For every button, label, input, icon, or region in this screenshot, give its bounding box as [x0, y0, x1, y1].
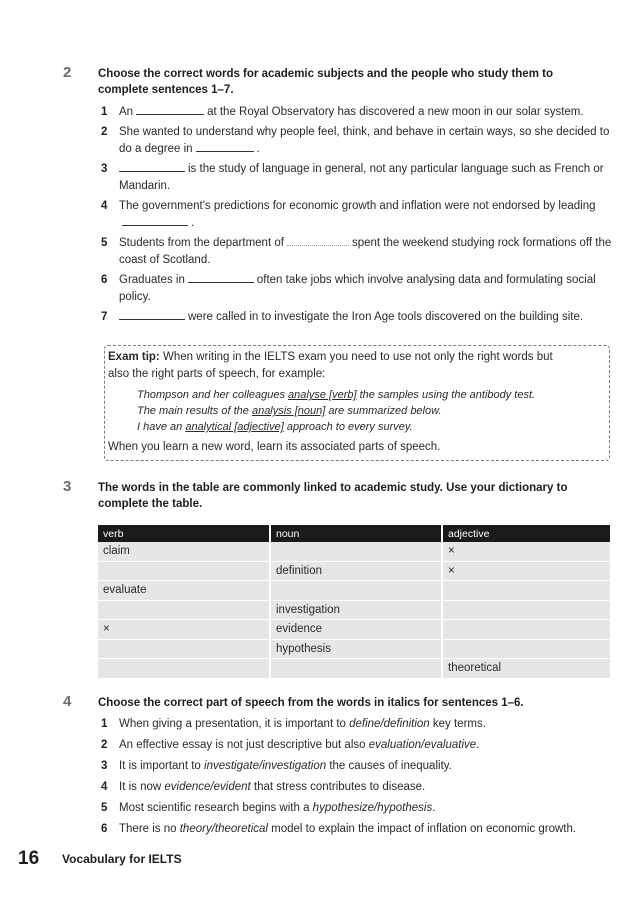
table-cell[interactable]: [442, 581, 610, 601]
ex4-item-5-choice[interactable]: hypothesize/hypothesis: [312, 802, 433, 814]
exam-tip-outro: When you learn a new word, learn its associated parts of speech.: [108, 441, 441, 453]
ex4-item-6-number: 6: [101, 823, 108, 835]
ex2-item-3-text-b: is the study of language in general, not any particular language such as French or Mandarin.: [119, 163, 604, 192]
ex2-item-5: [119, 235, 614, 268]
answer-blank[interactable]: [119, 309, 185, 320]
ex4-item-4-number: 4: [101, 781, 108, 793]
exercise-2-number: 2: [63, 64, 72, 81]
ex4-item-3: [119, 758, 614, 775]
exam-tip-example-1: [137, 389, 535, 401]
ex4-item-1-text-a: When giving a presentation, it is important to: [119, 718, 350, 730]
ex2-item-3: [119, 161, 614, 194]
ex4-item-2-text-a: An effective essay is not just descriptive but also: [119, 739, 369, 751]
example-1-pre: Thompson and her colleagues: [137, 389, 289, 401]
ex2-item-5-text-a: Students from the department of: [119, 237, 284, 249]
ex2-item-4-text-b: .: [191, 216, 195, 229]
table-cell[interactable]: hypothesis: [270, 639, 442, 659]
exercise-3-number: 3: [63, 478, 72, 495]
book-title: Vocabulary for IELTS: [62, 852, 182, 866]
ex4-item-4: [119, 779, 614, 796]
table-cell[interactable]: evidence: [270, 620, 442, 640]
table-cell[interactable]: investigation: [270, 600, 442, 620]
ex4-item-5-text-b: .: [432, 802, 436, 814]
ex4-item-1-number: 1: [101, 718, 108, 730]
ex2-item-2-text-a: She wanted to understand why people feel, think, and behave in certain ways, so she decided to do a degree in: [119, 126, 610, 155]
ex4-item-6: [119, 821, 614, 838]
ex4-item-3-text-b: the causes of inequality.: [326, 760, 452, 772]
exam-tip-label: Exam tip:: [108, 351, 160, 363]
ex2-item-4-number: 4: [101, 200, 108, 212]
table-cell[interactable]: [270, 581, 442, 601]
exam-tip-intro-1: [108, 351, 553, 363]
answer-blank[interactable]: [287, 235, 349, 246]
ex2-item-7-text-b: were called in to investigate the Iron Age tools discovered on the building site.: [188, 311, 584, 323]
table-row: [98, 542, 610, 561]
exercise-2-instruction: Choose the correct words for academic subjects and the people who study them to complete sentences 1–7.: [98, 68, 553, 96]
ex4-item-5: [119, 800, 614, 817]
ex2-item-6: [119, 272, 614, 305]
ex2-item-7-number: 7: [101, 311, 108, 323]
table-cell[interactable]: ×: [442, 542, 610, 561]
exam-tip-example-2: [137, 405, 442, 417]
ex4-item-4-text-a: It is now: [119, 781, 165, 793]
example-3-post: approach to every survey.: [283, 421, 413, 433]
table-cell[interactable]: [98, 639, 270, 659]
table-cell[interactable]: [98, 561, 270, 581]
table-cell[interactable]: ×: [98, 620, 270, 640]
ex2-item-1-text-a: An: [119, 106, 134, 118]
column-header-adjective: adjective: [442, 525, 610, 542]
column-header-noun: noun: [270, 525, 442, 542]
table-row: [98, 659, 610, 679]
table-cell[interactable]: [442, 620, 610, 640]
table-cell[interactable]: evaluate: [98, 581, 270, 601]
table-cell[interactable]: [98, 600, 270, 620]
example-2-post: are summarized below.: [325, 405, 442, 417]
answer-blank[interactable]: [122, 215, 188, 226]
ex2-item-6-number: 6: [101, 274, 108, 286]
ex4-item-4-text-b: that stress contributes to disease.: [250, 781, 426, 793]
exam-tip-intro-1-text: When writing in the IELTS exam you need to use not only the right words but: [162, 351, 553, 363]
table-cell[interactable]: [98, 659, 270, 679]
ex2-item-3-number: 3: [101, 163, 108, 175]
answer-blank[interactable]: [196, 141, 254, 152]
ex4-item-3-number: 3: [101, 760, 108, 772]
exercise-4-instruction: Choose the correct part of speech from the words in italics for sentences 1–6.: [98, 697, 524, 709]
table-cell[interactable]: definition: [270, 561, 442, 581]
ex4-item-3-choice[interactable]: investigate/investigation: [204, 760, 327, 772]
ex4-item-4-choice[interactable]: evidence/evident: [164, 781, 251, 793]
example-3-underlined: analytical [adjective]: [185, 421, 284, 433]
ex2-item-2-text-b: .: [256, 142, 260, 155]
column-header-verb: verb: [98, 525, 270, 542]
exam-tip-example-3: [137, 421, 413, 433]
ex2-item-2-number: 2: [101, 126, 108, 138]
exercise-4-number: 4: [63, 693, 72, 710]
ex2-item-2: [119, 124, 614, 157]
ex4-item-2: [119, 737, 614, 754]
example-2-pre: The main results of the: [137, 405, 252, 417]
exam-tip-intro-2: also the right parts of speech, for example:: [108, 368, 326, 380]
table-row: [98, 620, 610, 640]
table-row: [98, 600, 610, 620]
ex2-item-1: [119, 104, 614, 121]
page-number: 16: [18, 848, 40, 869]
ex2-item-1-number: 1: [101, 106, 108, 118]
example-3-pre: I have an: [137, 421, 186, 433]
ex2-item-6-text-a: Graduates in: [119, 274, 185, 286]
ex2-item-7: [119, 309, 614, 326]
table-header-row: [98, 525, 610, 542]
example-2-underlined: analysis [noun]: [251, 405, 326, 417]
ex2-item-5-number: 5: [101, 237, 108, 249]
ex4-item-5-text-a: Most scientific research begins with a: [119, 802, 313, 814]
ex4-item-2-number: 2: [101, 739, 108, 751]
table-cell[interactable]: [442, 600, 610, 620]
answer-blank[interactable]: [119, 161, 185, 172]
ex4-item-6-choice[interactable]: theory/theoretical: [179, 823, 268, 835]
word-forms-table: [98, 525, 610, 679]
table-cell[interactable]: theoretical: [442, 659, 610, 679]
answer-blank[interactable]: [188, 272, 254, 283]
ex4-item-1-text-b: key terms.: [429, 718, 486, 730]
ex2-item-6-text-b: often take jobs which involve analysing data and formulating social policy.: [119, 274, 596, 303]
table-cell[interactable]: [442, 639, 610, 659]
ex4-item-3-text-a: It is important to: [119, 760, 205, 772]
table-cell[interactable]: [270, 659, 442, 679]
ex4-item-1: [119, 716, 614, 733]
example-1-underlined: analyse [verb]: [288, 389, 357, 401]
example-1-post: the samples using the antibody test.: [356, 389, 536, 401]
ex2-item-5-text-b: spent the weekend studying rock formations off the coast of Scotland.: [119, 237, 612, 266]
table-cell[interactable]: [270, 542, 442, 561]
ex4-item-5-number: 5: [101, 802, 108, 814]
table-cell[interactable]: claim: [98, 542, 270, 561]
ex2-item-4: [119, 198, 614, 231]
ex4-item-2-choice[interactable]: evaluation/evaluative: [368, 739, 477, 751]
table-row: [98, 639, 610, 659]
table-row: [98, 581, 610, 601]
exercise-3-instruction: The words in the table are commonly linked to academic study. Use your dictionary to complete the table.: [98, 482, 568, 510]
ex4-item-6-text-b: model to explain the impact of inflation on economic growth.: [267, 823, 577, 835]
table-cell[interactable]: ×: [442, 561, 610, 581]
answer-blank[interactable]: [136, 104, 204, 115]
ex4-item-1-choice[interactable]: define/definition: [349, 718, 430, 730]
ex2-item-1-text-b: at the Royal Observatory has discovered a new moon in our solar system.: [207, 106, 584, 118]
ex4-item-6-text-a: There is no: [119, 823, 180, 835]
ex4-item-2-text-b: .: [476, 739, 480, 751]
ex2-item-4-text-a: The government's predictions for economic growth and inflation were not endorsed by leading: [119, 200, 596, 212]
table-row: [98, 561, 610, 581]
